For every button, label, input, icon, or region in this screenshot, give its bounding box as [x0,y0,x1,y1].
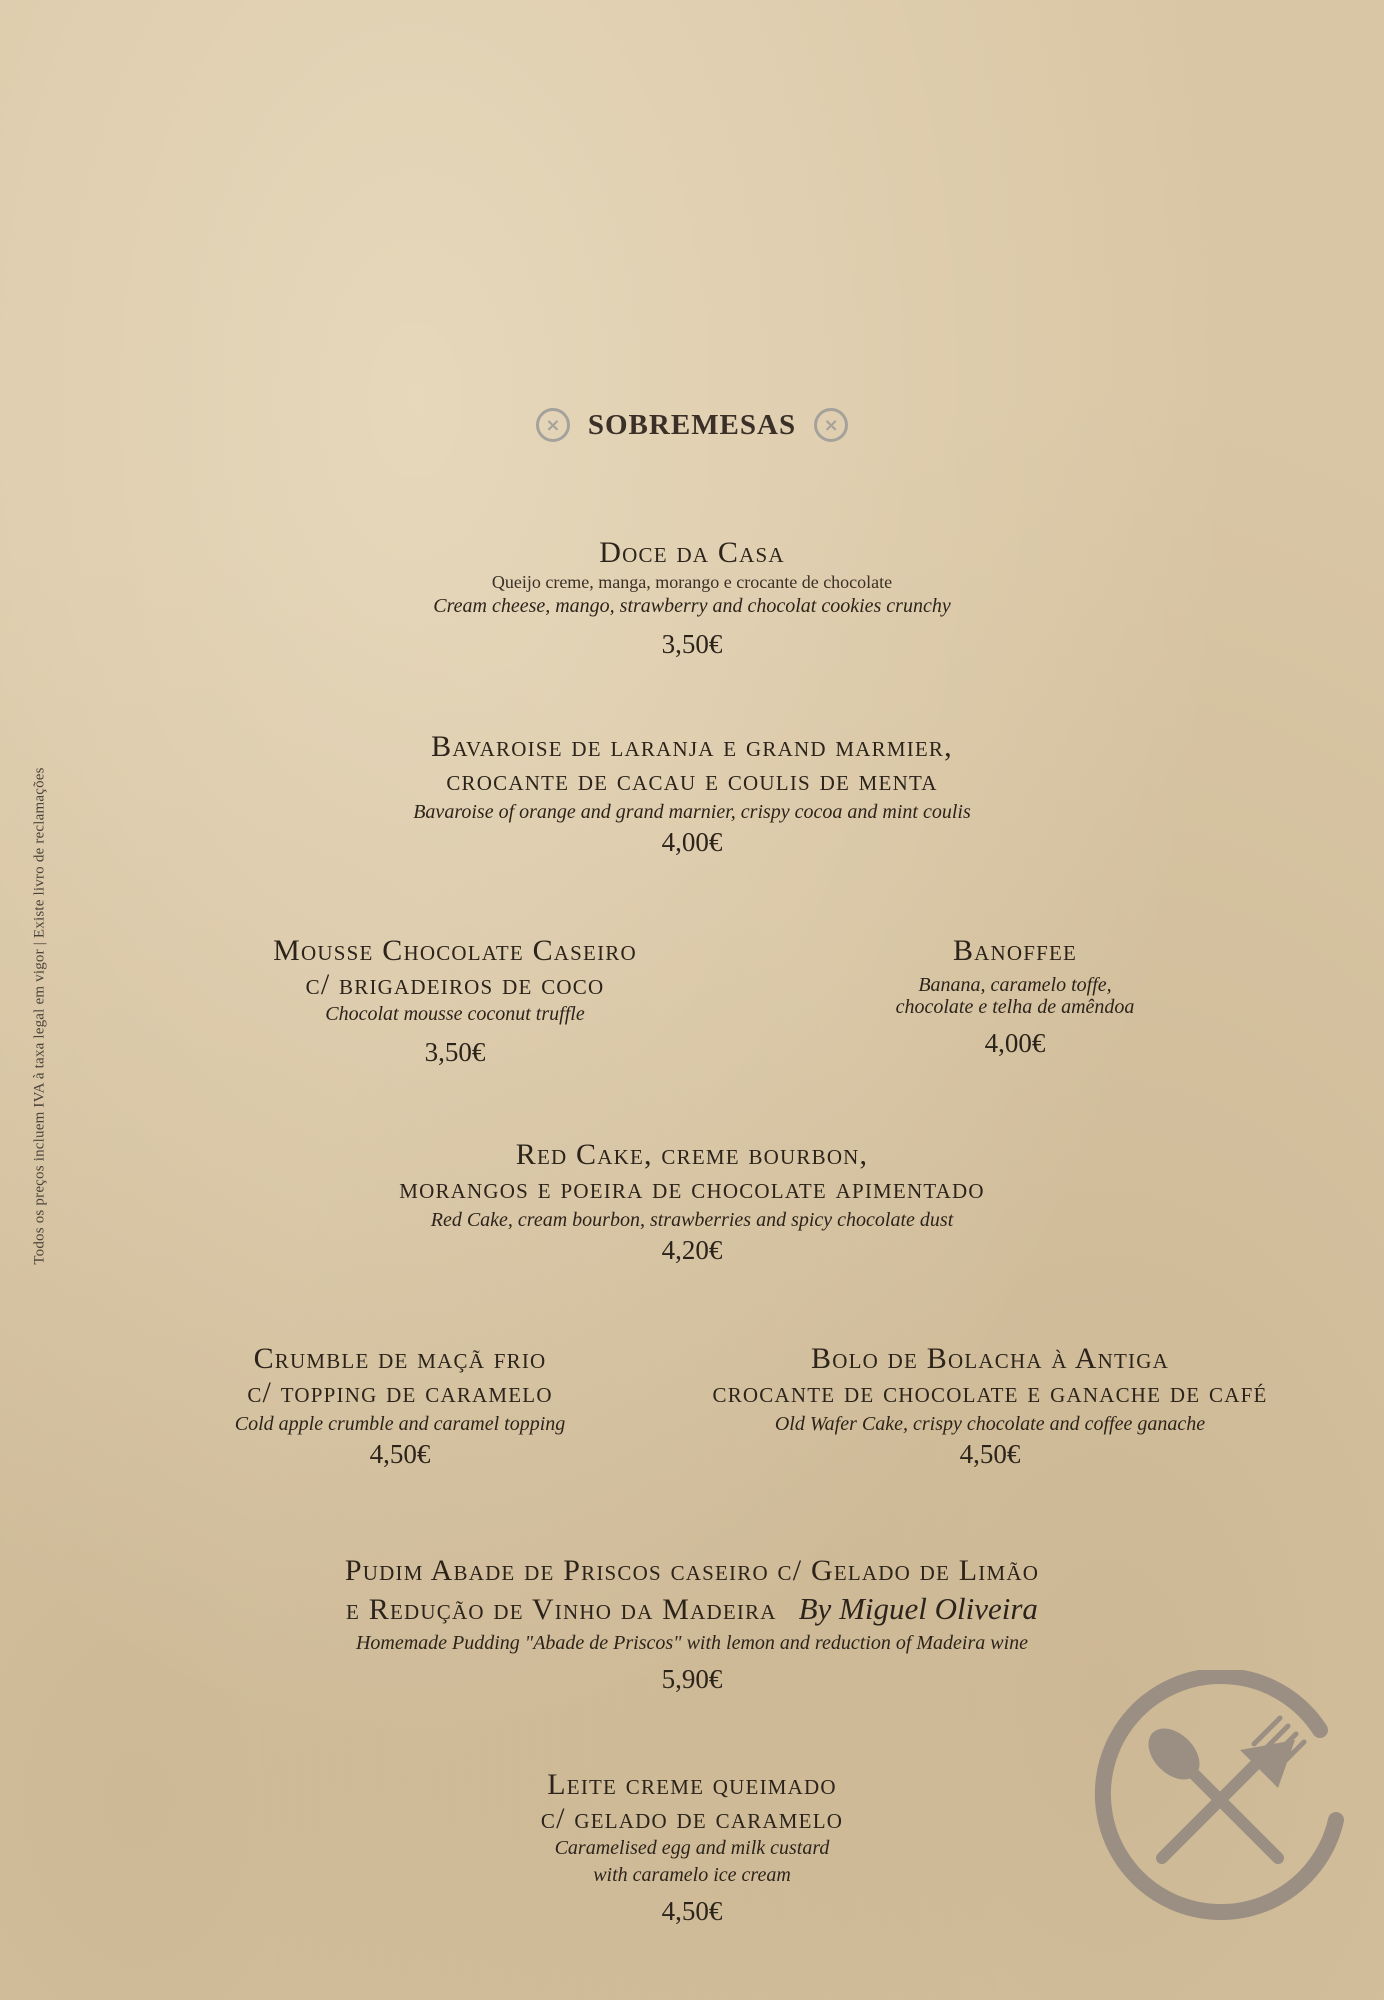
item-name: c/ gelado de caramelo [540,1802,844,1835]
item-name: Pudim Abade de Priscos caseiro c/ Gelado de Limão [344,1554,1040,1587]
item-name: crocante de chocolate e ganache de café [712,1376,1268,1409]
menu-item-bavaroise [342,730,1042,859]
item-name: Crumble de maçã frio [253,1342,547,1375]
item-name: crocante de cacau e coulis de menta [446,764,938,797]
item-description-en: Homemade Pudding "Abade de Priscos" with lemon and reduction of Madeira wine [355,1632,1029,1654]
menu-item-pudim-abade [242,1554,1142,1696]
menu-item-bolo-de-bolacha [660,1342,1320,1471]
page-title: SOBREMESAS [587,408,797,441]
item-description-en: Old Wafer Cake, crispy chocolate and coffee ganache [774,1413,1206,1435]
item-name: Leite creme queimado [547,1768,837,1801]
menu-item-doce-da-casa [392,536,992,661]
item-description-en: Chocolat mousse coconut truffle [325,1003,585,1025]
item-price: 4,00€ [984,1028,1046,1058]
menu-item-mousse-chocolate [205,934,705,1069]
item-description-en: Cream cheese, mango, strawberry and chocolat cookies crunchy [433,595,951,617]
menu-item-leite-creme [492,1768,892,1928]
item-name: Bolo de Bolacha à Antiga [811,1342,1169,1375]
item-name: Red Cake, creme bourbon, [515,1138,869,1171]
item-name: morangos e poeira de chocolate apimentado [399,1172,985,1205]
item-name: c/ topping de caramelo [247,1376,553,1409]
item-price: 4,00€ [661,827,723,857]
item-description-en: Banana, caramelo toffe, [918,974,1112,996]
menu-header [0,408,1384,442]
item-name: Bavaroise de laranja e grand marmier, [431,730,953,763]
item-price: 3,50€ [661,629,723,659]
circled-cross-icon: × [536,408,570,442]
vat-notice: Todos os preços incluem IVA à taxa legal em vigor | Existe livro de reclamações [31,767,48,1265]
item-description-en: with caramelo ice cream [593,1864,791,1886]
item-description-en: Caramelised egg and milk custard [554,1837,830,1859]
item-price: 3,50€ [424,1037,486,1067]
item-price: 4,20€ [661,1235,723,1265]
item-description-en: Red Cake, cream bourbon, strawberries and spicy chocolate dust [430,1209,954,1231]
item-name: Doce da Casa [599,536,785,569]
item-name-with-byline [242,1592,1142,1627]
item-price: 4,50€ [369,1439,431,1469]
item-description-en: Bavaroise of orange and grand marnier, crispy cocoa and mint coulis [413,801,971,823]
item-description-pt: Queijo creme, manga, morango e crocante de chocolate [491,572,893,592]
fork-and-spoon-icon [1090,1670,1350,1930]
item-price: 4,50€ [959,1439,1021,1469]
circled-cross-icon: × [814,408,848,442]
item-name: Banoffee [952,934,1078,967]
menu-item-banoffee [855,934,1175,1060]
item-description-en: Cold apple crumble and caramel topping [234,1413,566,1435]
chef-byline: By Miguel Oliveira [798,1591,1038,1626]
item-name: c/ brigadeiros de coco [305,968,605,1001]
menu-item-crumble [190,1342,610,1471]
menu-item-red-cake [317,1138,1067,1267]
item-price: 4,50€ [661,1896,723,1926]
item-name: Mousse Chocolate Caseiro [273,934,637,967]
item-description-en: chocolate e telha de amêndoa [895,996,1135,1018]
item-name: e Redução de Vinho da Madeira [346,1593,777,1626]
item-price: 5,90€ [661,1664,723,1694]
